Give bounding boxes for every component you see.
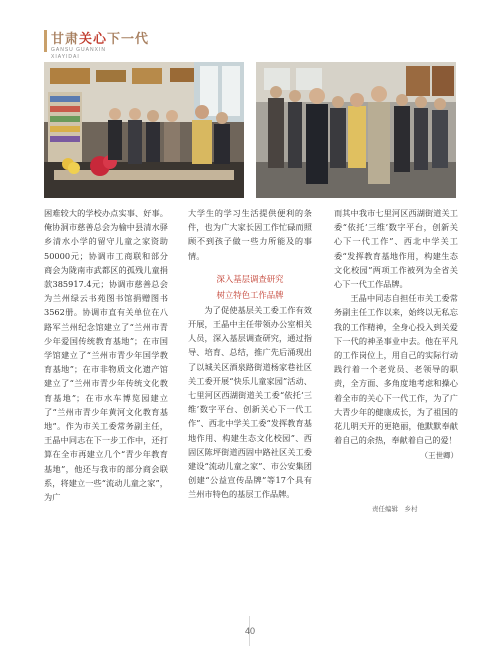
magazine-title: 甘肃关心下一代 (51, 31, 150, 46)
column-3-paragraph-1: 而其中我市七里河区西湖街道关工委“依托‘三维’数字平台，创新关心下一代工作”、西北中学关工委“发挥教育基地作用，构建生态文化校园”两项工作被列为全省关心下一代工作品牌。 (334, 208, 458, 290)
photo-corridor-visit (256, 62, 456, 198)
section-heading-line-2: 树立特色工作品牌 (216, 289, 284, 300)
column-2-paragraph-2: 为了促使基层关工委工作有效开展，王晶中主任带领办公室相关人员，深入基层调查研究，通过指导、培育、总结，推广先后涌现出了以城关区酒泉路街道杨家巷社区关工委开展“快乐儿童家园”活动、七里河区西湖街道关工委“依托‘三维’数字平台、创新关心下一代工作”、西北中学关工委“发挥教育基地作用、构建生态文化校园”、西固区陈坪街道西固中路社区关工委建设“流动儿童之家”、市公安集团创建“公益宣传品牌”等17个具有兰州市特色的基层工作品牌。 (188, 304, 312, 500)
article-column-3 (334, 206, 458, 464)
photo-corridor-image (256, 62, 456, 198)
page-number: 40 (244, 626, 255, 636)
magazine-header (44, 24, 204, 64)
magazine-pinyin-line2: XIAYIDAI (51, 54, 80, 60)
section-gap (188, 263, 312, 271)
header-accent-bar (44, 30, 47, 52)
article-column-2 (188, 206, 312, 502)
author-signature: （王世卿） (420, 451, 458, 461)
magazine-pinyin-line1: GANSU GUANXIN (51, 47, 106, 53)
column-3-paragraph-2: 王晶中同志自担任市关工委常务副主任工作以来，始终以无私忘我的工作精神，全身心投入到关爱下一代的神圣事业中去。他在平凡的工作岗位上，用自己的实际行动践行着一个老党员、老领导的职责，全方面、多角度地考虑和操心着全市的关心下一代工作，为了广大青少年的健康成长，为了祖国的花儿明天开的更艳丽，他默默奉献着自己的余热，奉献着自己的爱！ (334, 293, 458, 446)
article-column-1 (44, 206, 168, 504)
photo-classroom-visit (44, 62, 244, 198)
section-heading-line-1: 深入基层调查研究 (216, 273, 284, 284)
responsible-editor: 责任编辑 乡村 (372, 506, 418, 513)
photo-classroom-image (44, 62, 244, 198)
column-2-paragraph-1: 大学生的学习生活提供便利的条件，也为广大家长因工作忙碌而照顾不到孩子做一些力所能及的事情。 (188, 208, 312, 261)
column-1-paragraph: 困难较大的学校办点实事、好事。俺协洞市慈善总会为榆中县清水驿乡清水小学的留守儿童之家资助50000元；协调市工商联和部分商会为陇南市武都区的孤残儿童捐款385917.4元；协调市慈善总会为兰州绿云书苑图书馆捐赠图书3562册。协调市直有关单位在八路军兰州纪念馆建立了“兰州市青少年爱国传统教育基地”；在市国学馆建立了“兰州市青少年国学教育基地”；在市非物质文化遗产馆建立了“兰州市青少年传统文化教育基地”；在市水车博览园建立了“兰州市青少年黄河文化教育基地”。作为市关工委常务副主任，王晶中同志在下一步工作中，还打算在全市再建立几个“青少年教育基地”，他还与我市的部分商会联系，将建立一些“流动儿童之家”，为广 (44, 208, 168, 503)
